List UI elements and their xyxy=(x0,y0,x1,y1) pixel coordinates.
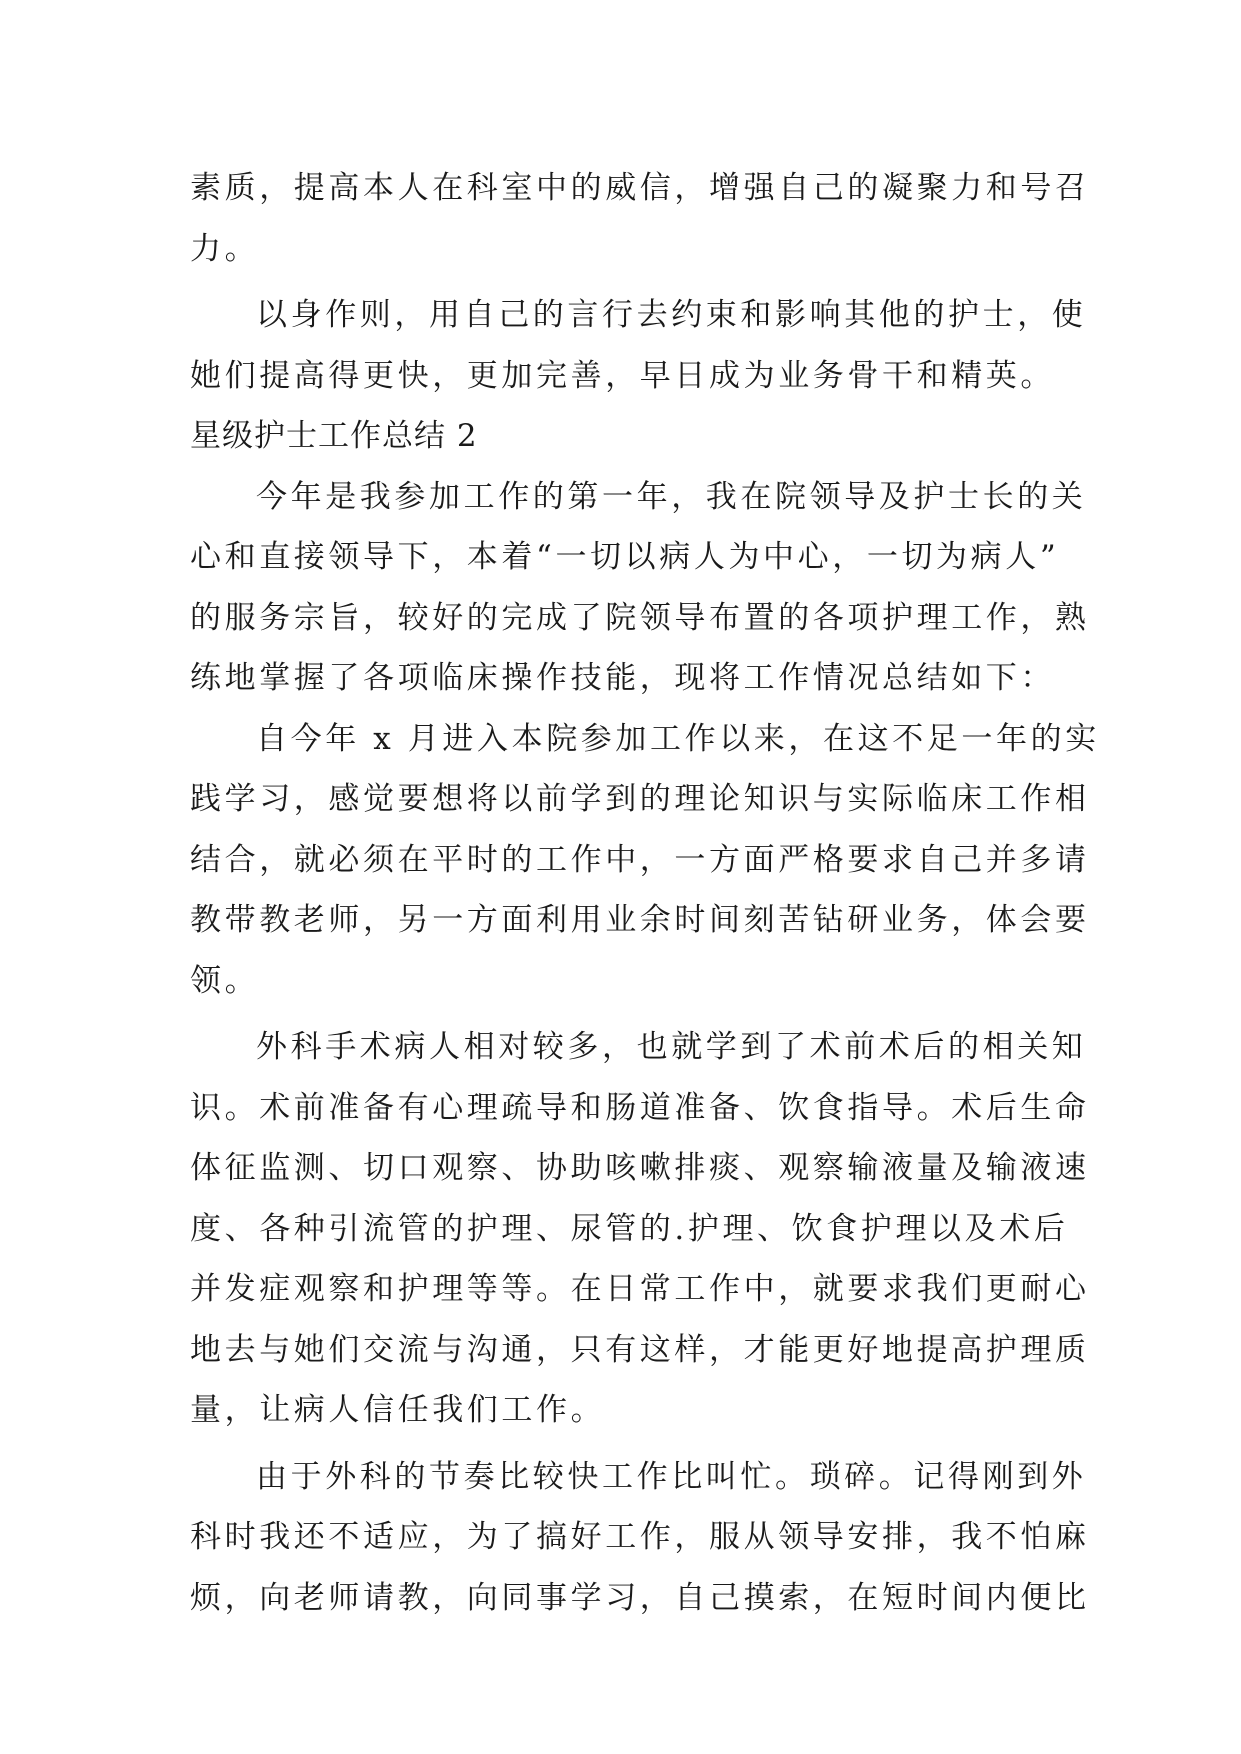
text-line: 素质，提高本人在科室中的威信，增强自己的凝聚力和号召 xyxy=(190,170,1090,206)
text-line: 力。 xyxy=(190,230,260,267)
text-line: 练地掌握了各项临床操作技能，现将工作情况总结如下： xyxy=(190,660,1055,696)
text-line: 识。术前准备有心理疏导和肠道准备、饮食指导。术后生命 xyxy=(190,1089,1090,1126)
text-line: 并发症观察和护理等等。在日常工作中，就要求我们更耐心 xyxy=(190,1271,1090,1307)
paragraph-start-line: 自今年 x 月进入本院参加工作以来，在这不足一年的实 xyxy=(256,720,1100,757)
paragraph-start-line: 今年是我参加工作的第一年，我在院领导及护士长的关 xyxy=(256,478,1087,515)
text-line: 领。 xyxy=(190,962,260,999)
text-line: 体征监测、切口观察、协助咳嗽排痰、观察输液量及输液速 xyxy=(190,1150,1090,1186)
text-line: 量，让病人信任我们工作。 xyxy=(190,1392,606,1428)
text-line: 地去与她们交流与沟通，只有这样，才能更好地提高护理质 xyxy=(190,1331,1090,1368)
text-line: 烦，向老师请教，向同事学习，自己摸索，在短时间内便比 xyxy=(190,1579,1090,1616)
paragraph-start-line: 外科手术病人相对较多，也就学到了术前术后的相关知 xyxy=(256,1029,1087,1065)
document-body xyxy=(190,158,1100,1628)
text-line: 践学习，感觉要想将以前学到的理论知识与实际临床工作相 xyxy=(190,781,1090,817)
text-line: 度、各种引流管的护理、尿管的.护理、饮食护理以及术后 xyxy=(190,1210,1069,1247)
text-line: 结合，就必须在平时的工作中，一方面严格要求自己并多请 xyxy=(190,841,1090,878)
text-line: 心和直接领导下，本着“一切以病人为中心，一切为病人” xyxy=(190,539,1060,575)
text-line: 她们提高得更快，更加完善，早日成为业务骨干和精英。 xyxy=(190,357,1055,394)
text-line: 教带教老师，另一方面利用业余时间刻苦钻研业务，体会要 xyxy=(190,902,1090,938)
text-line: 的服务宗旨，较好的完成了院领导布置的各项护理工作，熟 xyxy=(190,599,1090,636)
text-line: 科时我还不适应，为了搞好工作，服从领导安排，我不怕麻 xyxy=(190,1519,1090,1555)
paragraph-start-line: 由于外科的节奏比较快工作比叫忙。琐碎。记得刚到外 xyxy=(256,1458,1087,1495)
section-heading: 星级护士工作总结 2 xyxy=(190,418,478,454)
paragraph-start-line: 以身作则，用自己的言行去约束和影响其他的护士，使 xyxy=(256,297,1087,333)
